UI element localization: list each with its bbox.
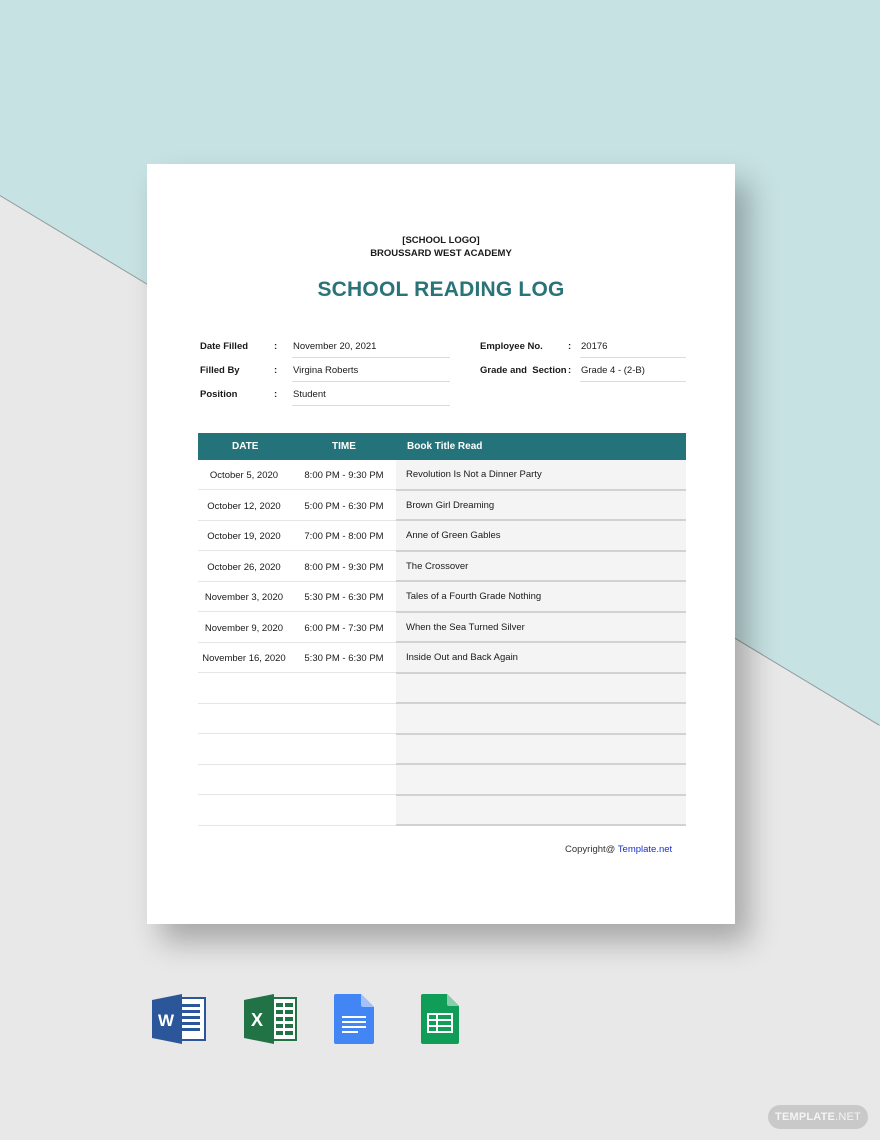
field-value[interactable]: Grade 4 - (2-B) xyxy=(581,365,645,376)
google-sheets-icon[interactable] xyxy=(421,992,479,1046)
cell-time[interactable]: 5:00 PM - 6:30 PM xyxy=(304,500,384,512)
cell-time[interactable]: 7:00 PM - 8:00 PM xyxy=(304,531,384,542)
cell-date[interactable]: November 3, 2020 xyxy=(204,592,284,603)
field-value[interactable]: Virgina Roberts xyxy=(293,365,359,376)
table-row xyxy=(198,491,686,522)
cell-time[interactable]: 6:00 PM - 7:30 PM xyxy=(304,622,384,634)
field-label: Date Filled xyxy=(200,341,249,352)
field-underline xyxy=(292,381,450,382)
table-row xyxy=(198,582,686,613)
svg-text:X: X xyxy=(251,1010,264,1030)
field-label: Filled By xyxy=(200,365,240,376)
table-row xyxy=(198,460,686,491)
row-left-cell xyxy=(198,582,396,612)
field-label: Grade and Section xyxy=(480,365,567,376)
cell-book-title[interactable]: Revolution Is Not a Dinner Party xyxy=(406,469,542,480)
school-logo-placeholder: [SCHOOL LOGO] xyxy=(402,235,480,246)
row-left-cell xyxy=(198,704,396,734)
cell-time[interactable]: 8:00 PM - 9:30 PM xyxy=(304,470,384,481)
row-right-cell xyxy=(396,796,686,827)
field-underline xyxy=(580,381,686,382)
cell-book-title[interactable]: When the Sea Turned Silver xyxy=(406,621,525,633)
cell-date[interactable]: November 16, 2020 xyxy=(202,653,286,664)
document-page xyxy=(147,164,735,924)
cell-date[interactable]: October 19, 2020 xyxy=(207,531,281,542)
word-icon[interactable] xyxy=(150,992,208,1046)
field-colon: : xyxy=(274,341,278,352)
field-value[interactable]: November 20, 2021 xyxy=(293,341,377,352)
cell-book-title[interactable]: Anne of Green Gables xyxy=(406,530,501,541)
row-right-cell xyxy=(396,765,686,796)
field-label: Employee No. xyxy=(480,341,543,352)
table-row xyxy=(198,552,686,583)
row-left-cell xyxy=(198,796,396,826)
watermark-bold: TEMPLATE xyxy=(775,1111,836,1123)
row-right-cell xyxy=(396,643,686,674)
header-time: TIME xyxy=(332,441,356,452)
copyright-prefix: Copyright@ xyxy=(565,844,616,855)
table-row xyxy=(198,643,686,674)
field-colon: : xyxy=(274,389,278,400)
field-colon: : xyxy=(568,341,572,352)
field-underline xyxy=(292,357,450,358)
template-net-watermark xyxy=(768,1105,868,1129)
row-left-cell xyxy=(198,735,396,765)
cell-date[interactable]: October 26, 2020 xyxy=(207,561,281,573)
cell-date[interactable]: October 5, 2020 xyxy=(209,470,279,481)
svg-text:W: W xyxy=(158,1011,175,1030)
cell-book-title[interactable]: Brown Girl Dreaming xyxy=(406,499,495,511)
row-right-cell xyxy=(396,491,686,522)
cell-book-title[interactable]: Inside Out and Back Again xyxy=(406,652,518,663)
table-row xyxy=(198,704,686,735)
copyright-link[interactable]: Template.net xyxy=(617,844,673,855)
field-underline xyxy=(580,357,686,358)
copyright-notice xyxy=(565,844,672,855)
cell-book-title[interactable]: The Crossover xyxy=(406,560,469,572)
document-title: SCHOOL READING LOG xyxy=(317,278,565,301)
table-row xyxy=(198,521,686,552)
google-docs-icon[interactable] xyxy=(334,992,392,1046)
row-left-cell xyxy=(198,491,396,521)
field-underline xyxy=(292,405,450,406)
reading-log-table xyxy=(198,433,686,826)
watermark-thin: .NET xyxy=(835,1111,861,1123)
row-left-cell xyxy=(198,674,396,704)
row-right-cell xyxy=(396,521,686,552)
cell-time[interactable]: 5:30 PM - 6:30 PM xyxy=(304,592,384,603)
field-colon: : xyxy=(274,365,278,376)
row-left-cell xyxy=(198,765,396,795)
row-right-cell xyxy=(396,552,686,583)
table-row xyxy=(198,674,686,705)
row-left-cell xyxy=(198,521,396,551)
cell-time[interactable]: 8:00 PM - 9:30 PM xyxy=(304,561,384,573)
row-right-cell xyxy=(396,613,686,644)
field-value[interactable]: 20176 xyxy=(581,341,608,352)
cell-book-title[interactable]: Tales of a Fourth Grade Nothing xyxy=(406,591,542,602)
field-colon: : xyxy=(568,365,572,376)
row-left-cell xyxy=(198,643,396,673)
row-right-cell xyxy=(396,704,686,735)
excel-icon[interactable] xyxy=(242,992,300,1046)
row-right-cell xyxy=(396,582,686,613)
table-row xyxy=(198,796,686,827)
table-header xyxy=(198,433,686,460)
row-right-cell xyxy=(396,460,686,491)
cell-date[interactable]: November 9, 2020 xyxy=(204,622,284,634)
table-row xyxy=(198,613,686,644)
row-right-cell xyxy=(396,674,686,705)
field-value[interactable]: Student xyxy=(293,389,326,400)
cell-time[interactable]: 5:30 PM - 6:30 PM xyxy=(304,653,384,664)
school-name: BROUSSARD WEST ACADEMY xyxy=(370,248,512,259)
row-right-cell xyxy=(396,735,686,766)
row-left-cell xyxy=(198,552,396,582)
row-left-cell xyxy=(198,460,396,490)
field-label: Position xyxy=(200,389,238,400)
header-book-title: Book Title Read xyxy=(407,441,483,452)
table-body xyxy=(198,460,686,826)
table-row xyxy=(198,735,686,766)
row-left-cell xyxy=(198,613,396,643)
header-date: DATE xyxy=(232,441,259,452)
cell-date[interactable]: October 12, 2020 xyxy=(207,500,281,512)
table-row xyxy=(198,765,686,796)
